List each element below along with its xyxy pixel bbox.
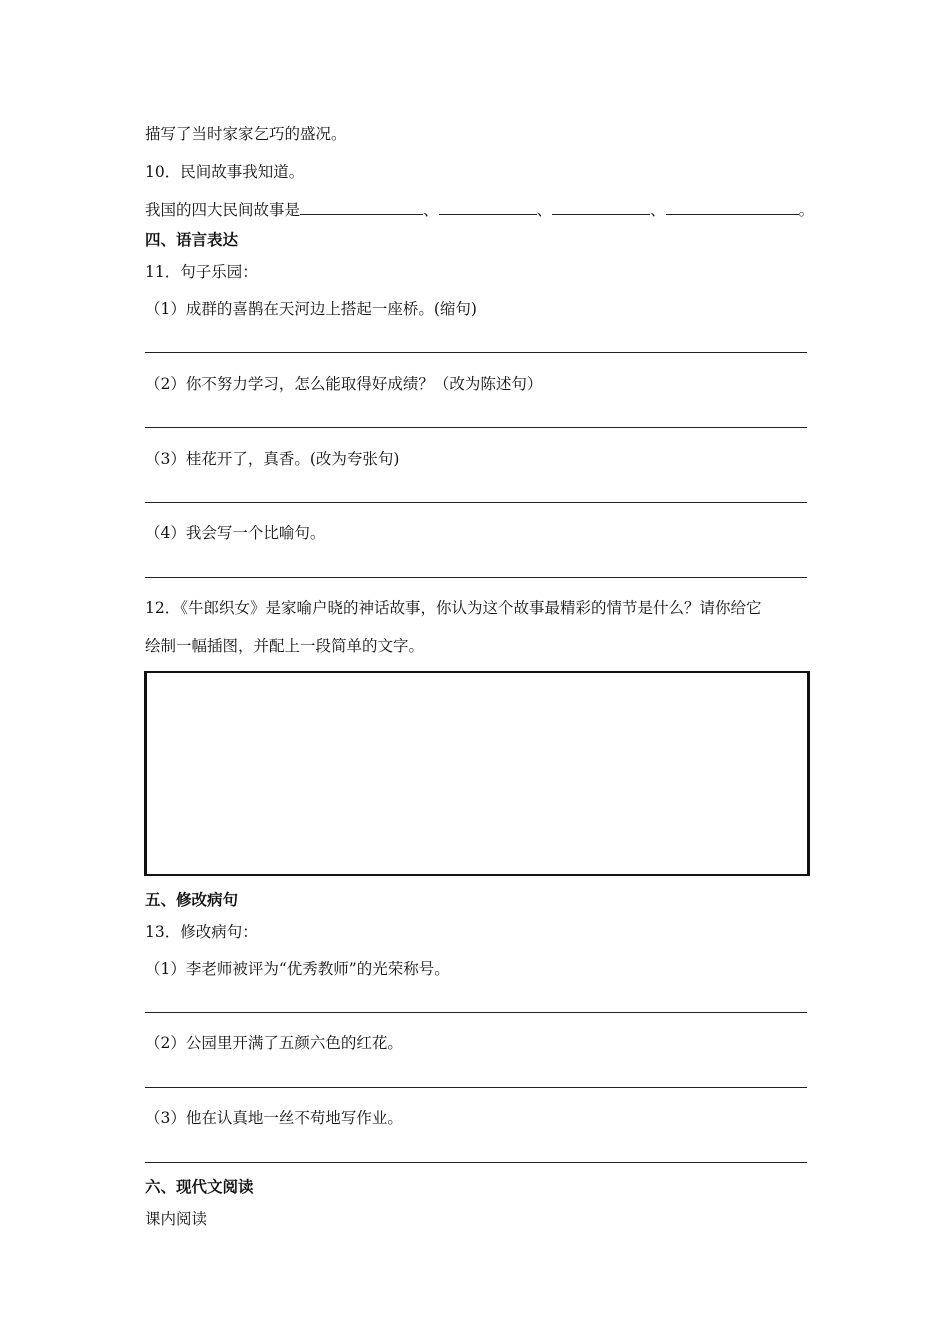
separator: 、 <box>650 201 666 219</box>
question-11-3: （3）桂花开了，真香。(改为夸张句) <box>145 450 400 468</box>
question-12-line-2: 绘制一幅插图，并配上一段简单的文字。 <box>145 637 425 655</box>
line-end: 。 <box>798 201 815 219</box>
answer-line[interactable] <box>145 1087 807 1088</box>
question-12-line-1: 12．《牛郎织女》是家喻户晓的神话故事，你认为这个故事最精彩的情节是什么？请你给它 <box>145 599 762 617</box>
question-11-2: （2）你不努力学习，怎么能取得好成绩？（改为陈述句） <box>145 375 543 393</box>
question-11-4: （4）我会写一个比喻句。 <box>145 524 326 542</box>
question-13-3: （3）他在认真地一丝不苟地写作业。 <box>145 1109 403 1127</box>
fill-prefix: 我国的四大民间故事是 <box>145 201 301 219</box>
section-heading: 五、修改病句 <box>145 891 239 909</box>
answer-blank[interactable] <box>552 200 650 215</box>
answer-blank[interactable] <box>300 200 423 215</box>
question-10-fill-line <box>145 200 814 220</box>
answer-line[interactable] <box>145 502 807 503</box>
answer-line[interactable] <box>145 352 807 353</box>
question-13: 13．修改病句： <box>145 923 258 941</box>
answer-blank[interactable] <box>666 200 799 215</box>
question-11: 11．句子乐园： <box>145 263 258 281</box>
drawing-answer-box[interactable] <box>144 671 810 876</box>
answer-line[interactable] <box>145 577 807 578</box>
section-heading: 四、语言表达 <box>145 231 239 249</box>
question-13-2: （2）公园里开满了五颜六色的红花。 <box>145 1034 403 1052</box>
question-10: 10．民间故事我知道。 <box>145 163 305 181</box>
section-heading: 六、现代文阅读 <box>145 1178 254 1196</box>
answer-line[interactable] <box>145 1012 807 1013</box>
answer-line[interactable] <box>145 1162 807 1163</box>
text-line: 描写了当时家家乞巧的盛况。 <box>145 125 347 143</box>
answer-line[interactable] <box>145 427 807 428</box>
reading-subheading: 课内阅读 <box>145 1210 208 1228</box>
question-11-1: （1）成群的喜鹊在天河边上搭起一座桥。(缩句) <box>145 300 477 318</box>
separator: 、 <box>423 201 439 219</box>
answer-blank[interactable] <box>439 200 537 215</box>
separator: 、 <box>536 201 553 219</box>
question-13-1: （1）李老师被评为“优秀教师”的光荣称号。 <box>145 960 450 978</box>
